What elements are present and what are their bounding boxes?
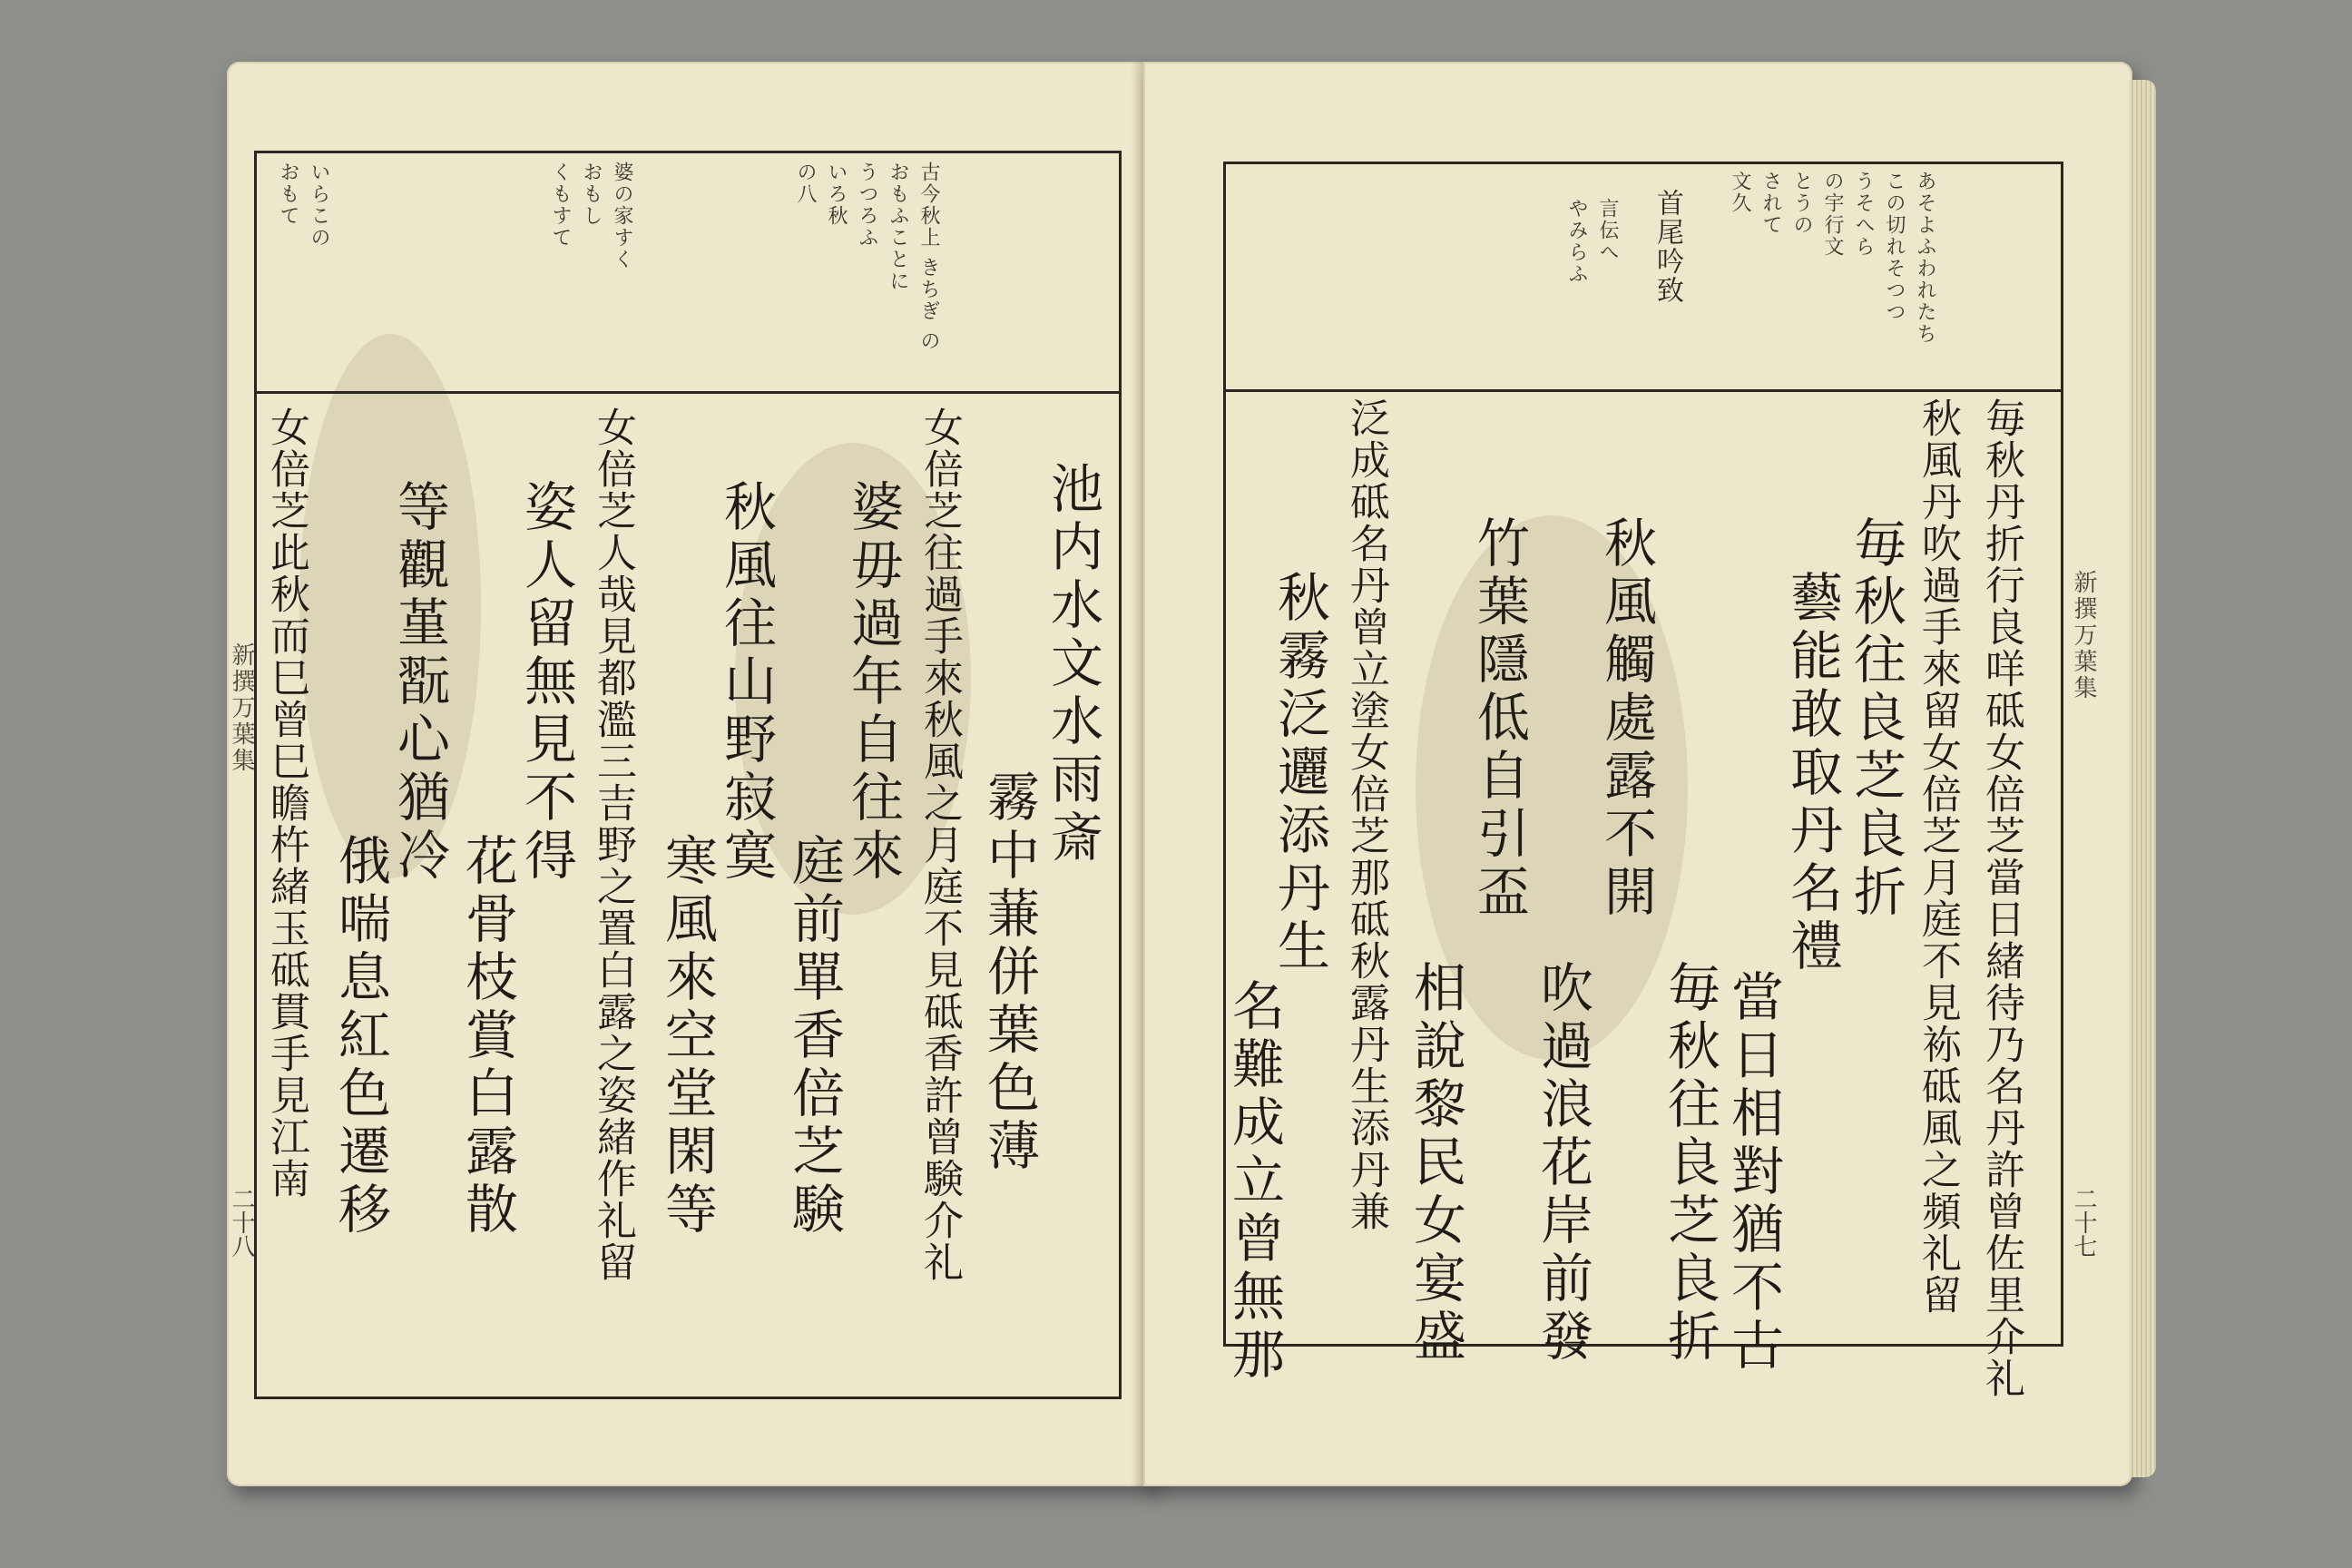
left-head-note-3: いらこの おもて: [277, 162, 330, 249]
left-column-8: 女倍芝人哉見都濫三吉野之置白露之姿緒作礼留: [590, 407, 636, 1283]
left-folio: 二十八: [228, 1187, 255, 1258]
left-side-label: 新撰万葉集: [228, 642, 255, 774]
right-column-8: 吹過浪花岸前發: [1532, 960, 1593, 1367]
right-column-2: 秋風丹吹過手來留女倍芝月庭不見袮砥風之頻礼留: [1915, 397, 1961, 1316]
right-column-10: 相說黎民女宴盛: [1405, 960, 1466, 1367]
right-side-label: 新撰万葉集: [2070, 570, 2097, 701]
right-column-11: 泛成砥名丹曾立塗女倍芝那砥秋露丹生添丹兼: [1343, 397, 1389, 1232]
right-page: [1143, 62, 2132, 1486]
left-column-6: 秋風往山野寂寞: [715, 479, 777, 886]
left-column-13: 女倍芝此秋而巳曾巳瞻杵緒玉砥貫手見江南: [263, 407, 309, 1200]
right-column-12: 秋霧泛邐添丹生: [1269, 570, 1330, 976]
left-column-7: 寒風來空堂閑等: [656, 833, 718, 1240]
right-head-note-1: あそよふわれたち この切れそつつ うそへら の宇行文 とうの されて 文久: [1729, 171, 1936, 345]
right-column-3: 毎秋往良芝良折: [1845, 515, 1906, 922]
right-column-5: 當日相對猶不古: [1722, 969, 1784, 1376]
left-column-2: 霧中蒹併葉色薄: [978, 769, 1040, 1176]
open-book: [227, 62, 2132, 1495]
right-head-note-2: 首尾吟致: [1651, 189, 1683, 305]
right-column-9: 竹葉隱低自引盃: [1468, 515, 1530, 922]
left-head-note-2: 婆の家すく おもし くもすて: [549, 162, 633, 270]
right-column-4: 藝能敢取丹名禮: [1781, 570, 1843, 976]
right-column-7: 秋風觸處露不開: [1595, 515, 1657, 922]
left-column-9: 姿人留無見不得: [515, 479, 577, 886]
right-column-1: 毎秋丹折行良咩砥女倍芝當日緒待乃名丹許曾佐里介礼: [1978, 397, 2024, 1399]
right-column-13: 名難成立曾無那: [1223, 978, 1285, 1385]
left-head-note-1: 古今秋上 きちぎ の おもふことに うつろふ いろ秋 の八: [794, 162, 940, 352]
page-edges: [2129, 80, 2156, 1477]
left-column-11: 等觀堇翫心猶冷: [388, 479, 450, 886]
right-column-6: 毎秋往良芝良折: [1659, 960, 1720, 1367]
left-column-1: 池内水文水雨斎: [1042, 461, 1103, 867]
left-column-4: 婆毋過年自往來: [842, 479, 904, 886]
right-head-note-3: 言伝へ やみらふ: [1565, 198, 1619, 285]
left-column-12: 俄喘息紅色遷移: [329, 833, 391, 1240]
left-column-3: 女倍芝往過手來秋風之月庭不見砥香許曾験介礼: [916, 407, 963, 1283]
left-page: [227, 62, 1152, 1486]
right-folio: 二十七: [2070, 1187, 2097, 1258]
left-column-10: 花骨枝賞白露散: [456, 833, 518, 1240]
left-column-5: 庭前單香倍芝験: [783, 833, 845, 1240]
